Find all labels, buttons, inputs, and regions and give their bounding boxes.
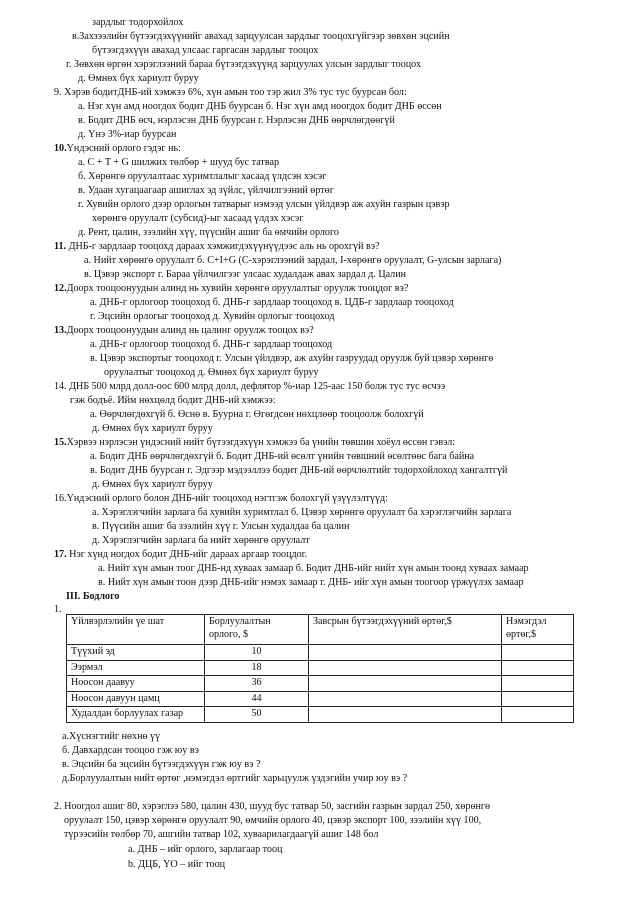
text-line: 15.Хэрвээ нэрлэсэн үндэсний нийт бүтээгдэхүүн хэмжээ ба үнийн төвшин хоёул өссөн гэвэл:	[54, 437, 456, 448]
revenue-cell: 44	[205, 691, 309, 707]
header-sales-revenue: Борлуулалтын орлого, $	[205, 615, 309, 645]
item-number: 10.	[54, 143, 67, 154]
text-line: а.Хүснэгтийг нөхнө үү	[62, 731, 161, 742]
value-added-cell	[502, 691, 574, 707]
stage-cell: Ноосон даавуу	[67, 676, 205, 692]
item-number: 11.	[54, 241, 67, 252]
text-line: 12.Доорх тооцоонуудын алинд нь хувийн хөрөнгө оруулалтыг оруулж тооцдог вэ?	[54, 283, 409, 294]
item-number: 12.	[54, 283, 67, 294]
text-line: 1.	[54, 604, 62, 615]
text-line: в. Эцсийн ба эцсийн бүтээгдэхүүн гэж юу вэ ?	[62, 759, 261, 770]
item-number: 17.	[54, 549, 67, 560]
text-line: в. Цэвэр экспорт г. Бараа үйлчилгээг улсаас худалдаж авах зардал д. Цалин	[84, 269, 407, 280]
text-line: а. ДНБ-г орлогоор тооцоход б. ДНБ-г зардлаар тооцоход	[90, 339, 333, 350]
text-line: г. Хувийн орлого дээр орлогын татварыг нэмээд улсын үйлдвэр аж ахуйн газрын цэвэр	[78, 199, 450, 210]
text-line: д. Рент, цалин, зээлийн хүү, пүүсийн ашиг ба өмчийн орлого	[78, 227, 339, 238]
table-row	[67, 676, 574, 692]
text-line: в. Цэвэр экспортыг тооцоход г. Улсын үйлдвэр, аж ахуйн газруудад оруулж буй цэвэр хөрөнгө	[90, 353, 494, 364]
text-line: оруулалтыг тооцоход д. Өмнөх бүх хариулт буруу	[104, 367, 319, 378]
stage-cell: Худалдан борлуулах газар	[67, 707, 205, 723]
text-line: а. Нийт хүн амын тоог ДНБ-нд хуваах замаар б. Бодит ДНБ-ийг нийт хүн амын тоонд хуваах замаар	[98, 563, 529, 574]
item-number: III. Бодлого	[66, 591, 120, 602]
item-number: 13.	[54, 325, 67, 336]
text-line: в. Удаан хугацаагаар ашиглах эд зүйлс, үйлчилгээний өртөг	[78, 185, 334, 196]
text-line: 16.Үндэсний орлого болон ДНБ-ийг тооцоход нэгтгэж болохгүй үзүүлэлтүүд:	[54, 493, 388, 504]
revenue-cell: 10	[205, 645, 309, 661]
text-line: бүтээгдэхүүн авахад улсаас гаргасан зардлыг тооцох	[92, 45, 319, 56]
item-number: 15.	[54, 437, 67, 448]
text-line: г. Зөвхөн өргөн хэрэглээний бараа бүтээгдэхүүнд зарцуулах улсын зардлыг тооцох	[66, 59, 421, 70]
text-line: г. Эцсийн орлогыг тооцоход д. Хувийн орлогыг тооцоход	[90, 311, 335, 322]
text-line: в. Нийт хүн амын тоон дээр ДНБ-ийг нэмэх замаар г. ДНБ- ийг хүн амын тоогоор үржүүлэх замаар	[98, 577, 524, 588]
header-intermediate-cost: Завсрын бүтээгдэхүүний өртөг,$	[309, 615, 502, 645]
value-added-cell	[502, 676, 574, 692]
text-line: 11. ДНБ-г зардлаар тооцохд дараах хэмжигдэхүүнүүдээс аль нь орохгүй вэ?	[54, 241, 380, 252]
header-stage: Үйлвэрлэлийн үе шат	[67, 615, 205, 645]
text-line: д.Борлуулалтын нийт өртөг ,нэмэгдэл өртгийг харьцуулж үздэгийн учир юу вэ ?	[62, 773, 408, 784]
table-row	[67, 707, 574, 723]
text-line	[66, 590, 119, 604]
text-line: в. Пүүсийн ашиг ба зээлийн хүү г. Улсын худалдаа ба цалин	[92, 521, 350, 532]
text-line: 17. Нэг хүнд ногдох бодит ДНБ-ийг дараах аргаар тооцдог.	[54, 549, 308, 560]
text-line: гэж бодъё. Ийм нөхцөлд бодит ДНБ-ий хэмжээ:	[70, 395, 276, 406]
table-row	[67, 645, 574, 661]
production-stages-table	[66, 614, 574, 723]
stage-cell: Түүхий эд	[67, 645, 205, 661]
stage-cell: Ноосон давуун цамц	[67, 691, 205, 707]
text-line: хөрөнгө оруулалт (субсид)-ыг хасаад үлдэх хэсэг	[92, 213, 304, 224]
revenue-cell: 18	[205, 660, 309, 676]
text-line: 14. ДНБ 500 млрд долл-оос 600 млрд долл, дефлятор %-иар 125-аас 150 болж тус тус өсчээ	[54, 381, 446, 392]
value-added-cell	[502, 707, 574, 723]
text-line: в. Бодит ДНБ өсч, нэрлэсэн ДНБ буурсан г. Нэрлэсэн ДНБ өөрчлөгдөөгүй	[78, 115, 395, 126]
text-line: д. Өмнөх бүх хариулт буруу	[78, 73, 199, 84]
text-line: б. Давхардсан тооцоо гэж юу вэ	[62, 745, 199, 756]
intermediate-cell	[309, 707, 502, 723]
text-line: 9. Хэрэв бодитДНБ-ий хэмжээ 6%, хүн амын тоо тэр жил 3% тус тус буурсан бол:	[54, 87, 407, 98]
value-added-cell	[502, 645, 574, 661]
table-header-row	[67, 615, 574, 645]
text-line: 2. Ноогдол ашиг 80, хэрэглээ 580, цалин 430, шууд бус татвар 50, засгийн газрын зардал 250, хөрөнгө	[54, 801, 491, 812]
text-line: в. Бодит ДНБ буурсан г. Эдгээр мэдээллээ бодит ДНБ-ий өөрчлөлтийг тодорхойлоход хангалтгүй	[90, 465, 508, 476]
text-line: 13.Доорх тооцоонуудын алинд нь цалинг оруулж тооцох вэ?	[54, 325, 314, 336]
text-line: а. Нийт хөрөнгө оруулалт б. C+I+G (C-хэрэглээний зардал, I-хөрөнгө оруулалт, G-улсын зарлага)	[84, 255, 502, 266]
text-line: а. Өөрчлөгдөхгүй б. Өснө в. Буурна г. Өгөгдсөн нөхцлөөр тооцоолж болохгүй	[90, 409, 424, 420]
stage-cell: Ээрмэл	[67, 660, 205, 676]
text-line: зардлыг тодорхойлох	[92, 17, 184, 28]
text-line: түрээсийн төлбөр 70, ашгийн татвар 102, хуваарилагдаагүй ашиг 148 бол	[64, 829, 379, 840]
revenue-cell: 36	[205, 676, 309, 692]
header-value-added: Нэмэгдэл өртөг,$	[502, 615, 574, 645]
text-line: а. Бодит ДНБ өөрчлөгдөхгүй б. Бодит ДНБ-ий өсөлт үнийн төвшний өсөлтөөс бага байна	[90, 451, 475, 462]
text-line: a. ДНБ – ийг орлого, зарлагаар тооц	[128, 844, 283, 855]
text-line: а. Нэг хүн амд ноогдох бодит ДНБ буурсан б. Нэг хүн амд ноогдох бодит ДНБ өссөн	[78, 101, 442, 112]
table-row	[67, 691, 574, 707]
text-line: б. Хөрөнгө оруулалтаас хуримтлалыг хасаад үлдсэн хэсэг	[78, 171, 327, 182]
text-line: 10.Үндэсний орлого гэдэг нь:	[54, 143, 181, 154]
text-line: в.Захзээлийн бүтээгдэхүүнийг авахад зарцуулсан зардлыг тооцохгүйгээр зөвхөн эцсийн	[72, 31, 450, 42]
text-line: д. Өмнөх бүх хариулт буруу	[92, 423, 213, 434]
text-line: а. C + T + G шилжих төлбөр + шууд бус татвар	[78, 157, 279, 168]
text-line: а. ДНБ-г орлогоор тооцоход б. ДНБ-г зардлаар тооцоход в. ЦДБ-г зардлаар тооцоход	[90, 297, 454, 308]
text-line: д. Үнэ 3%-иар буурсан	[78, 129, 177, 140]
text-line: д. Хэрэглэгчийн зарлага ба нийт хөрөнгө оруулалт	[92, 535, 310, 546]
text-line: b. ДЦБ, ҮО – ийг тооц	[128, 859, 226, 870]
value-added-cell	[502, 660, 574, 676]
text-line: оруулалт 150, цэвэр хөрөнгө оруулалт 90, өмчийн орлого 40, цэвэр экспорт 100, зээлийн хүү 100,	[64, 815, 482, 826]
intermediate-cell	[309, 660, 502, 676]
text-line: д. Өмнөх бүх хариулт буруу	[92, 479, 213, 490]
intermediate-cell	[309, 691, 502, 707]
intermediate-cell	[309, 645, 502, 661]
table-row	[67, 660, 574, 676]
text-line: а. Хэрэглэгчийн зарлага ба хувийн хуримтлал б. Цэвэр хөрөнгө оруулалт ба хэрэглэгчийн зарлага	[92, 507, 512, 518]
intermediate-cell	[309, 676, 502, 692]
revenue-cell: 50	[205, 707, 309, 723]
